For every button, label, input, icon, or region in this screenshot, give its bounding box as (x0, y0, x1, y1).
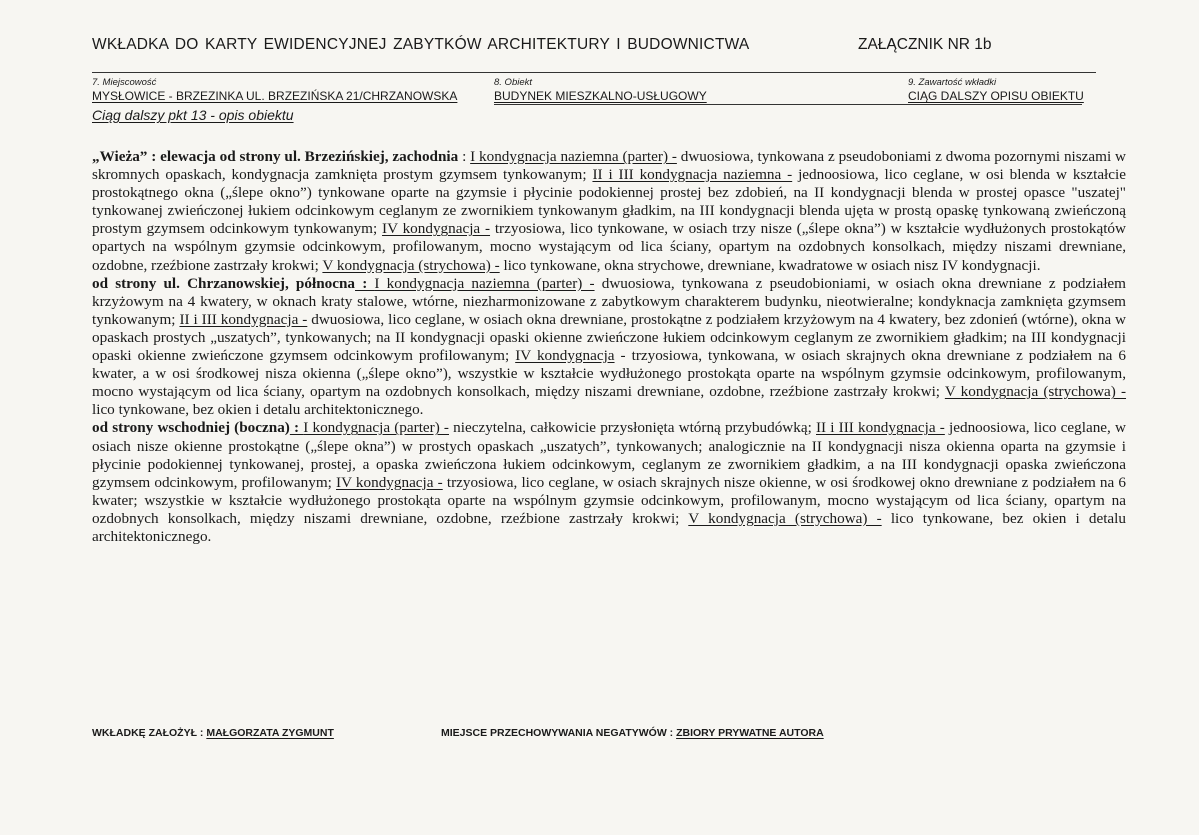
north-floor-4-text: - trzyosiowa, tynkowana, w osiach skrajnych okna drewniane z podziałem na 6 kwater, a w osi środkowej nisza okienna („ślepe okno”), wszystkie w kształcie wydłużonego prostokąta oparte na wspólnym gzymsie odcinkowym, profilowanym, mocno wystającym od lica ściany, opartym na ozdobnych konsolkach, między niszami drewniane, ozdobne, rzeźbione zastrzały krokwi; (92, 347, 1126, 401)
field-object-value: BUDYNEK MIESZKALNO-USŁUGOWY (494, 89, 707, 103)
footer-negatives-value: ZBIORY PRYWATNE AUTORA (676, 727, 824, 739)
east-floor-1-label: I kondygnacja (parter) - (303, 419, 449, 437)
east-floor-4-label: IV kondygnacja - (336, 473, 443, 491)
section-east-heading: od strony wschodniej (boczna) (92, 419, 290, 437)
north-floor-1-label: I kondygnacja naziemna (parter) - (374, 274, 595, 292)
field-underline (494, 104, 1082, 105)
annex-number: ZAŁĄCZNIK NR 1b (858, 36, 992, 53)
east-floor-2-text: jednoosiowa, lico ceglane, w osiach nisze okienne prostokątne („ślepe okna”) w prostych opaskach „uszatych”, tynkowanych; analogicznie na II kondygnacji nisza okienna oparta na gzymsie i płycinie podokiennej tynkowanej, prostej, a opaska zwieńczona łukiem odcinkowym, ceglanym ze zwornikiem gładkim, a na III kondygnacji opaska zwieńczona gzymsem odcinkowym, profilowanym; (92, 419, 1126, 491)
field-place-value: MYSŁOWICE - BRZEZINKA UL. BRZEZIŃSKA 21/CHRZANOWSKA (92, 89, 458, 103)
east-floor-2-label: II i III kondygnacja - (816, 419, 945, 437)
field-place-label: 7. Miejscowość (92, 77, 157, 88)
section-north (92, 275, 1126, 420)
east-floor-5-text: lico tynkowane, bez okien i detalu architektonicznego. (92, 509, 1126, 545)
section-west-heading: „Wieża” : elewacja od strony ul. Brzezińskiej, zachodnia (92, 148, 459, 165)
footer-negatives (441, 727, 824, 739)
east-floor-4-text: trzyosiowa, lico ceglane, w osiach skrajnych nisze okienne, w osi środkowej okno drewniane z podziałem na 6 kwater; wszystkie w kształcie wydłużonego prostokąta oparte na wspólnym gzymsie odcinkowym, profilowanym, mocno wystającym od lica ściany, opartym na ozdobnych konsolkach, między niszami drewniane, ozdobne, rzeźbione zastrzały krokwi; (92, 473, 1126, 527)
west-floor-5-text: lico tynkowane, okna strychowe, drewniane, kwadratowe w osiach nisz IV kondygnacji. (499, 256, 1041, 274)
separator: : (289, 419, 304, 437)
west-floor-5-label: V kondygnacja (strychowa) - (322, 256, 500, 274)
separator: : (458, 148, 471, 165)
north-floor-5-text: lico tynkowane, bez okien i detalu architektonicznego. (92, 401, 424, 419)
continuation-label: Ciąg dalszy pkt 13 - opis obiektu (92, 107, 294, 123)
west-floor-1-text: dwuosiowa, tynkowana z pseudoboniami z dwoma pozornymi niszami w skromnych opaskach, kondygnacja zamknięta prostym gzymsem tynkowanym; (92, 148, 1126, 184)
north-floor-1-text: dwuosiowa, tynkowana z pseudobioniami, w osiach okna drewniane z podziałem krzyżowym na 4 kwatery, w oknach kraty stalowe, wtórne, niezharmonizowane z zabytkowym charakterem budynku, nieotwieralne; kondyknacja zamknięta gzymsem tynkowanym; (92, 274, 1126, 328)
field-content-label: 9. Zawartość wkładki (908, 77, 997, 88)
west-floor-4-text: trzyosiowa, lico tynkowane, w osiach trzy nisze („ślepe okna”) w kształcie wydłużonych prostokątów opartych na wspólnym gzymsie odcinkowym, profilowanym, mocno wystającym od lica ściany, opartym na ozdobnych konsolkach, między niszami drewniane, ozdobne, rzeźbione zastrzały krokwi; (92, 220, 1126, 274)
west-floor-2-label: II i III kondygnacja naziemna - (592, 166, 793, 184)
header-divider (92, 72, 1096, 73)
document-title: WKŁADKA DO KARTY EWIDENCYJNEJ ZABYTKÓW ARCHITEKTURY I BUDOWNICTWA (92, 36, 750, 53)
footer-author-value: MAŁGORZATA ZYGMUNT (206, 727, 334, 739)
north-floor-5-label: V kondygnacja (strychowa) - (944, 383, 1127, 401)
north-floor-2-label: II i III kondygnacja - (179, 310, 308, 328)
west-floor-4-label: IV kondygnacja - (382, 220, 491, 238)
east-floor-1-text: nieczytelna, całkowicie przysłonięta wtórną przybudówką; (449, 419, 816, 437)
west-floor-1-label: I kondygnacja naziemna (parter) - (470, 148, 677, 165)
field-object-label: 8. Obiekt (494, 77, 533, 88)
field-content (908, 76, 1084, 104)
north-floor-4-label: IV kondygnacja (515, 347, 615, 365)
field-place (92, 76, 457, 104)
footer-author (92, 727, 334, 739)
north-floor-2-text: dwuosiowa, lico ceglane, w osiach okna drewniane, prostokątne z podziałem krzyżowym na 4 kwatery, bez zdonień (wtórne), okna w opaskach prostych „uszatych”, tynkowanych; na II kondygnacji opaski okienne zwieńczone łukiem odcinkowym ceglanym ze zwornikiem gładkim; na III kondygnacji opaski okienne zwieńczone gzymsem odcinkowym profilowanym; (92, 310, 1127, 365)
west-floor-2-text: jednoosiowa, lico ceglane, w osi blenda w kształcie prostokątnego okna („ślepe okno”) tynkowane oparte na gzymsie i płycinie podokiennej prostej bez zdobień, na II kondygnacji blenda w prostej opasce "uszatej" tynkowanej zwieńczonej łukiem odcinkowym ceglanym ze zwornikiem tynkowanym gładkim, na III kondygnacji blenda ujęta w prostą opaskę tynkowaną zwieńczoną prostym gzymsem odcinkowym tynkowanym; (92, 166, 1126, 238)
section-west (92, 148, 1126, 275)
field-object (494, 76, 707, 104)
section-east (92, 419, 1126, 546)
footer-negatives-label: MIEJSCE PRZECHOWYWANIA NEGATYWÓW : (441, 727, 677, 739)
footer-author-label: WKŁADKĘ ZAŁOŻYŁ : (92, 727, 207, 739)
description-body (92, 148, 1126, 546)
section-north-heading: od strony ul. Chrzanowskiej, północna (92, 274, 356, 292)
separator: : (355, 274, 375, 292)
field-content-value: CIĄG DALSZY OPISU OBIEKTU (908, 89, 1084, 103)
east-floor-5-label: V kondygnacja (strychowa) - (688, 509, 882, 527)
